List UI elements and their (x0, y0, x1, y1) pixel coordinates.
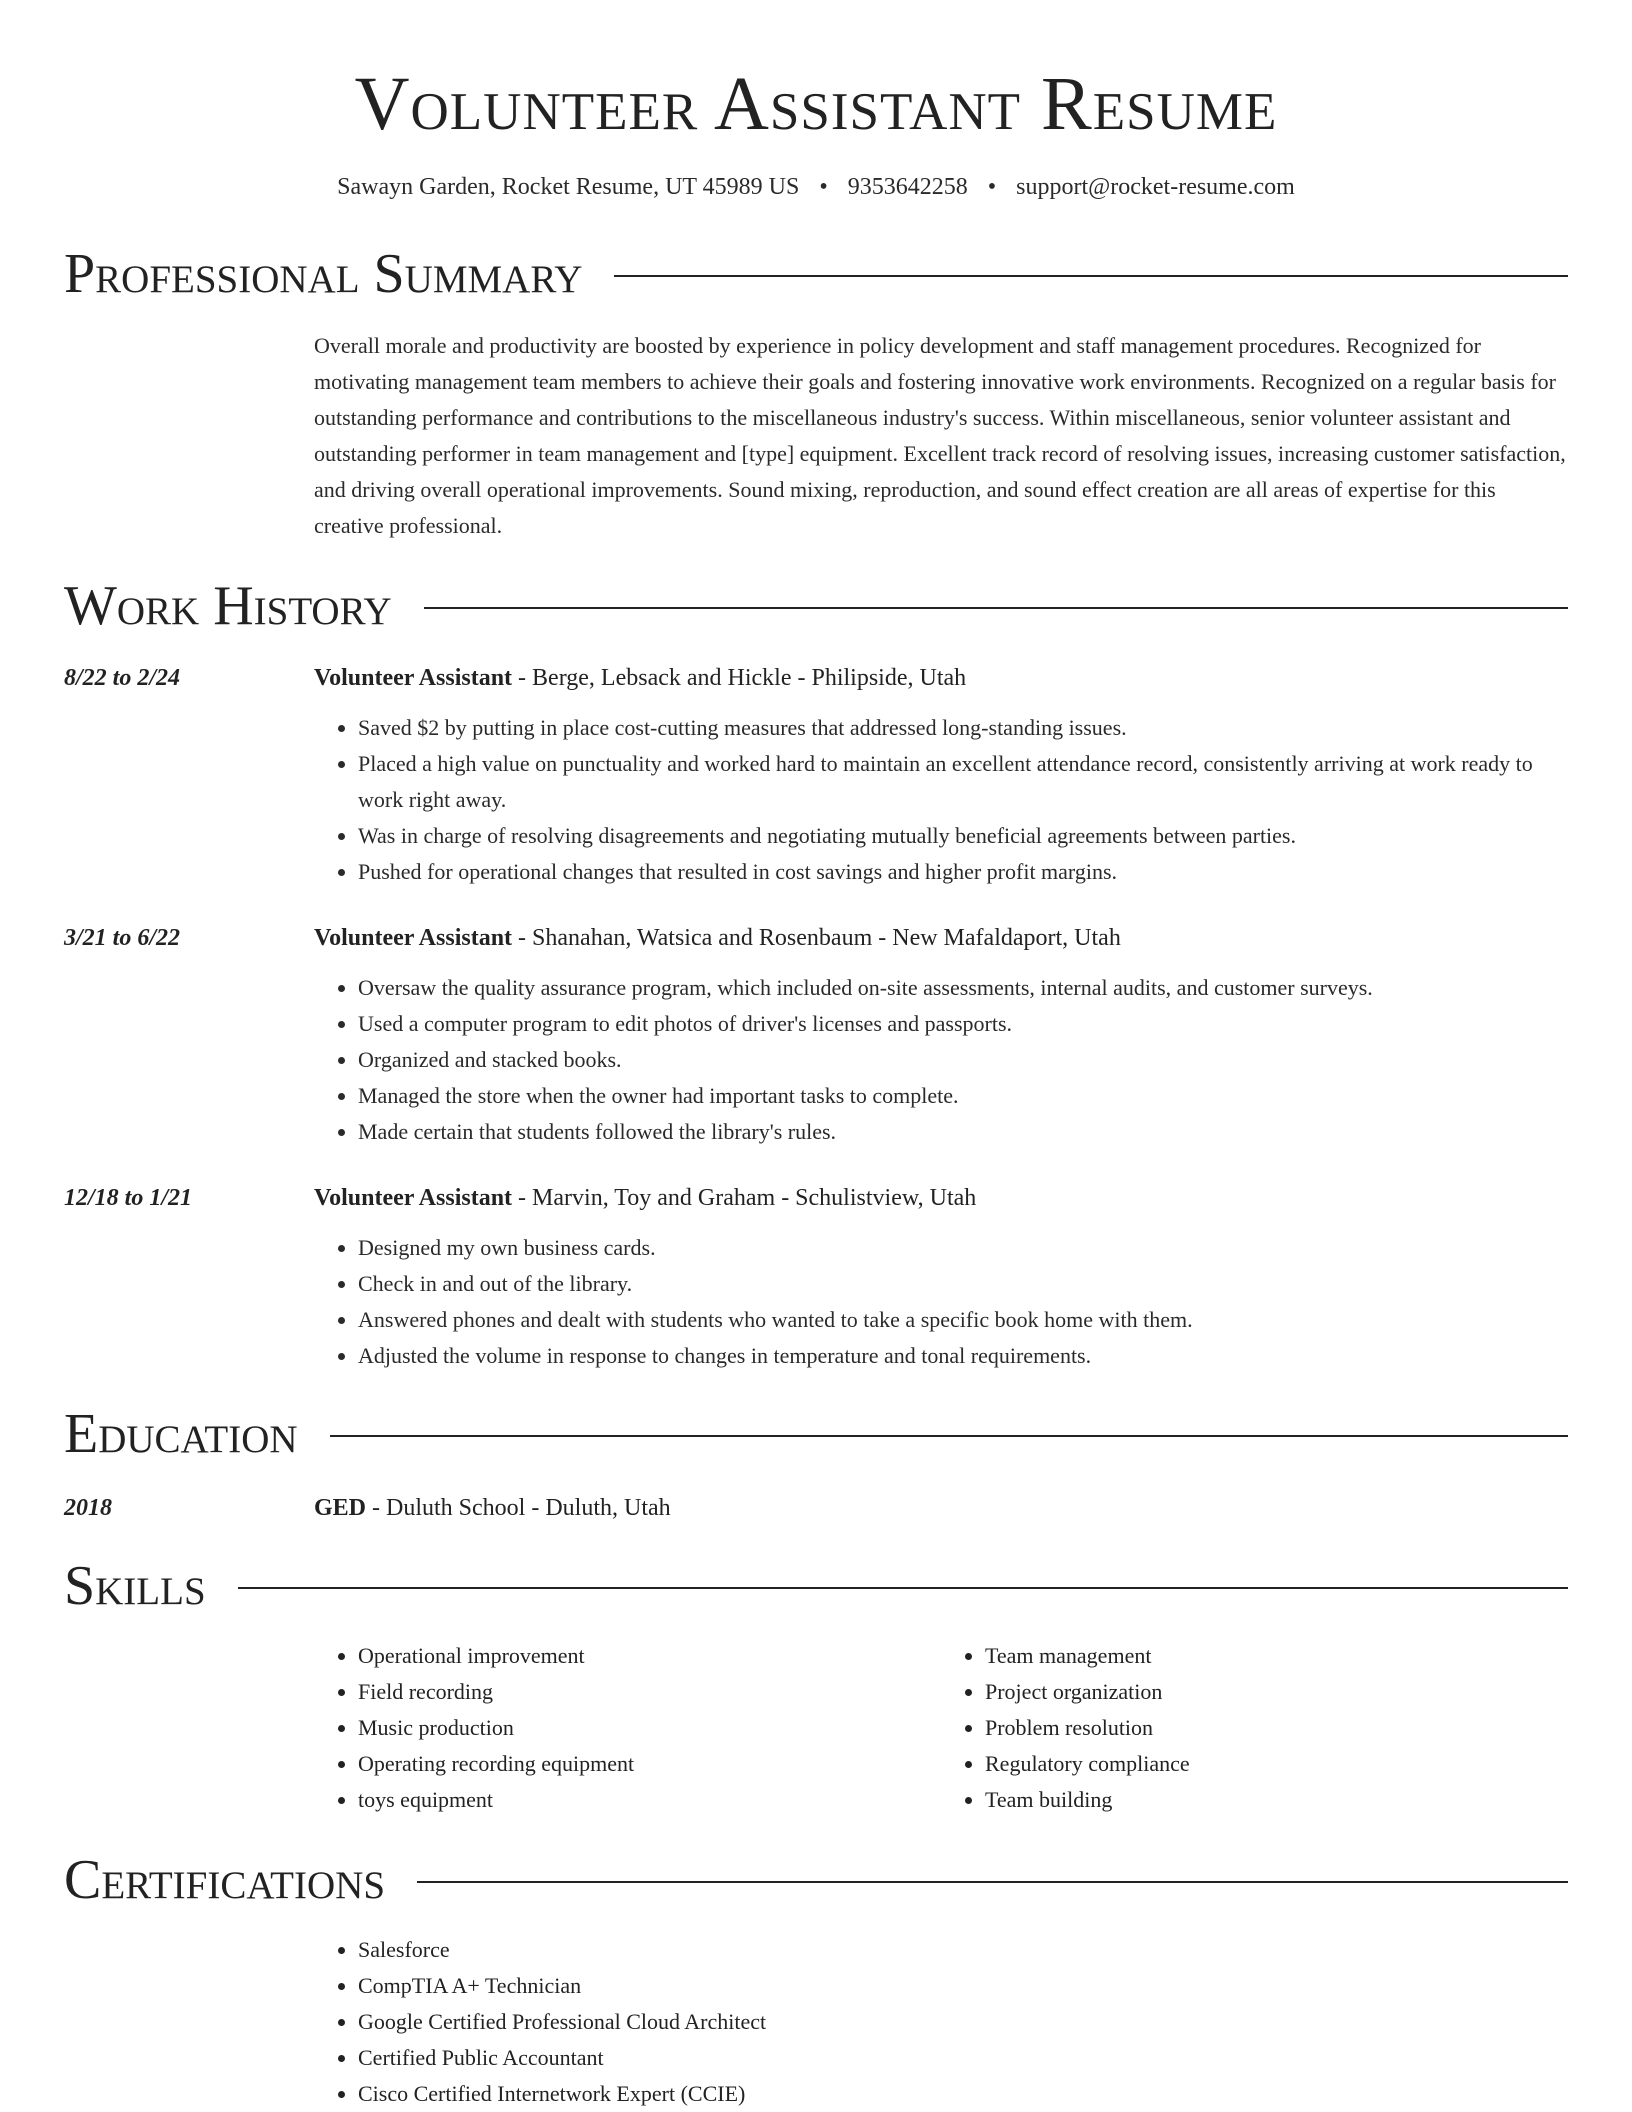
contact-separator: • (987, 174, 997, 200)
job-bullet: • Check in and out of the library. (358, 1266, 1568, 1302)
skill-item: • Operational improvement (358, 1638, 941, 1674)
skills-list (314, 1638, 1568, 1818)
job-bullet: • Pushed for operational changes that resulted in cost savings and higher profit margins. (358, 854, 1568, 890)
skill-item: • toys equipment (358, 1782, 941, 1818)
skill-item: • Team management (985, 1638, 1568, 1674)
skills-column-left (314, 1638, 941, 1818)
skill-item: • Problem resolution (985, 1710, 1568, 1746)
job-details (314, 660, 1568, 890)
job-entry (64, 920, 1568, 1150)
job-employer: - Marvin, Toy and Graham - Schulistview, Utah (512, 1185, 977, 1211)
contact-line (64, 172, 1568, 202)
job-bullets (314, 710, 1568, 890)
education-detail: - Duluth School - Duluth, Utah (366, 1495, 671, 1521)
job-employer: - Shanahan, Watsica and Rosenbaum - New Mafaldaport, Utah (512, 925, 1121, 951)
job-bullet: • Adjusted the volume in response to changes in temperature and tonal requirements. (358, 1338, 1568, 1374)
job-title: Volunteer Assistant (314, 1185, 513, 1211)
section-title: Certifications (64, 1849, 386, 1911)
skill-item: • Project organization (985, 1674, 1568, 1710)
job-bullet: • Placed a high value on punctuality and worked hard to maintain an excellent attendance record, consistently arriving at work ready to work right away. (358, 746, 1568, 818)
certification-item: • Salesforce (358, 1932, 1568, 1968)
resume-title: Volunteer Assistant Resume (354, 62, 1278, 146)
summary-text: Overall morale and productivity are boosted by experience in policy development and staff management procedures. Recognized for motivating management team members to achieve their goals and fostering innovative work environments. Recognized on a regular basis for outstanding performance and contributions to the miscellaneous industry's success. Within miscellaneous, senior volunteer assistant and outstanding performer in team management and [type] equipment. Excellent track record of resolving issues, increasing customer satisfaction, and driving overall operational improvements. Sound mixing, reproduction, and sound effect creation are all areas of expertise for this creative professional. (314, 333, 1566, 538)
section-title: Education (64, 1403, 298, 1465)
section-divider (424, 607, 1568, 609)
job-bullet: • Organized and stacked books. (358, 1042, 1568, 1078)
job-dates: 3/21 to 6/22 (64, 925, 181, 951)
job-bullet: • Used a computer program to edit photos of driver's licenses and passports. (358, 1006, 1568, 1042)
certification-item: • CompTIA A+ Technician (358, 1968, 1568, 2004)
contact-separator: • (819, 174, 828, 200)
job-dates: 8/22 to 2/24 (64, 665, 181, 691)
certification-item: • Cisco Certified Internetwork Expert (CCIE) (358, 2076, 1568, 2112)
job-bullet: • Answered phones and dealt with students who wanted to take a specific book home with them. (358, 1302, 1568, 1338)
section-header-summary (64, 242, 1568, 306)
section-header-education (64, 1402, 1568, 1466)
certifications-list (314, 1932, 1568, 2112)
job-role-line (314, 920, 1568, 956)
section-divider (238, 1587, 1568, 1589)
job-title: Volunteer Assistant (314, 665, 513, 691)
section-header-skills (64, 1554, 1568, 1618)
job-bullet: • Designed my own business cards. (358, 1230, 1568, 1266)
job-details (314, 1180, 1568, 1374)
skill-item: • Field recording (358, 1674, 941, 1710)
job-bullets (314, 1230, 1568, 1374)
section-header-work-history (64, 574, 1568, 638)
contact-email[interactable]: support@rocket-resume.com (1016, 174, 1295, 200)
job-title: Volunteer Assistant (314, 925, 513, 951)
job-employer: - Berge, Lebsack and Hickle - Philipside, Utah (512, 665, 967, 691)
job-role-line (314, 660, 1568, 696)
job-bullet: • Managed the store when the owner had important tasks to complete. (358, 1078, 1568, 1114)
section-header-certifications (64, 1848, 1568, 1912)
job-entry (64, 1180, 1568, 1374)
certifications-bullets (314, 1932, 1568, 2112)
skill-item: • Music production (358, 1710, 941, 1746)
job-bullet: • Was in charge of resolving disagreements and negotiating mutually beneficial agreements between parties. (358, 818, 1568, 854)
section-divider (417, 1881, 1568, 1883)
certification-item: • Google Certified Professional Cloud Architect (358, 2004, 1568, 2040)
section-title: Work History (64, 575, 392, 637)
contact-address: Sawayn Garden, Rocket Resume, UT 45989 US (337, 174, 800, 200)
education-year: 2018 (64, 1495, 112, 1521)
section-title: Professional Summary (64, 243, 583, 305)
job-bullet: • Oversaw the quality assurance program, which included on-site assessments, internal audits, and customer surveys. (358, 970, 1568, 1006)
education-line (314, 1490, 1568, 1526)
job-role-line (314, 1180, 1568, 1216)
job-bullet: • Made certain that students followed the library's rules. (358, 1114, 1568, 1150)
education-degree: GED (314, 1495, 367, 1521)
skills-column-right (941, 1638, 1568, 1818)
job-details (314, 920, 1568, 1150)
work-history-list (64, 660, 1568, 1374)
contact-phone[interactable]: 9353642258 (847, 174, 968, 200)
skill-item: • Operating recording equipment (358, 1746, 941, 1782)
education-entry (64, 1490, 1568, 1526)
job-bullet: • Saved $2 by putting in place cost-cutting measures that addressed long-standing issues. (358, 710, 1568, 746)
job-bullets (314, 970, 1568, 1150)
skill-item: • Team building (985, 1782, 1568, 1818)
section-divider (614, 275, 1568, 277)
job-dates: 12/18 to 1/21 (64, 1185, 193, 1211)
section-title: Skills (64, 1555, 206, 1617)
skill-item: • Regulatory compliance (985, 1746, 1568, 1782)
section-divider (330, 1435, 1568, 1437)
job-entry (64, 660, 1568, 890)
certification-item: • Certified Public Accountant (358, 2040, 1568, 2076)
